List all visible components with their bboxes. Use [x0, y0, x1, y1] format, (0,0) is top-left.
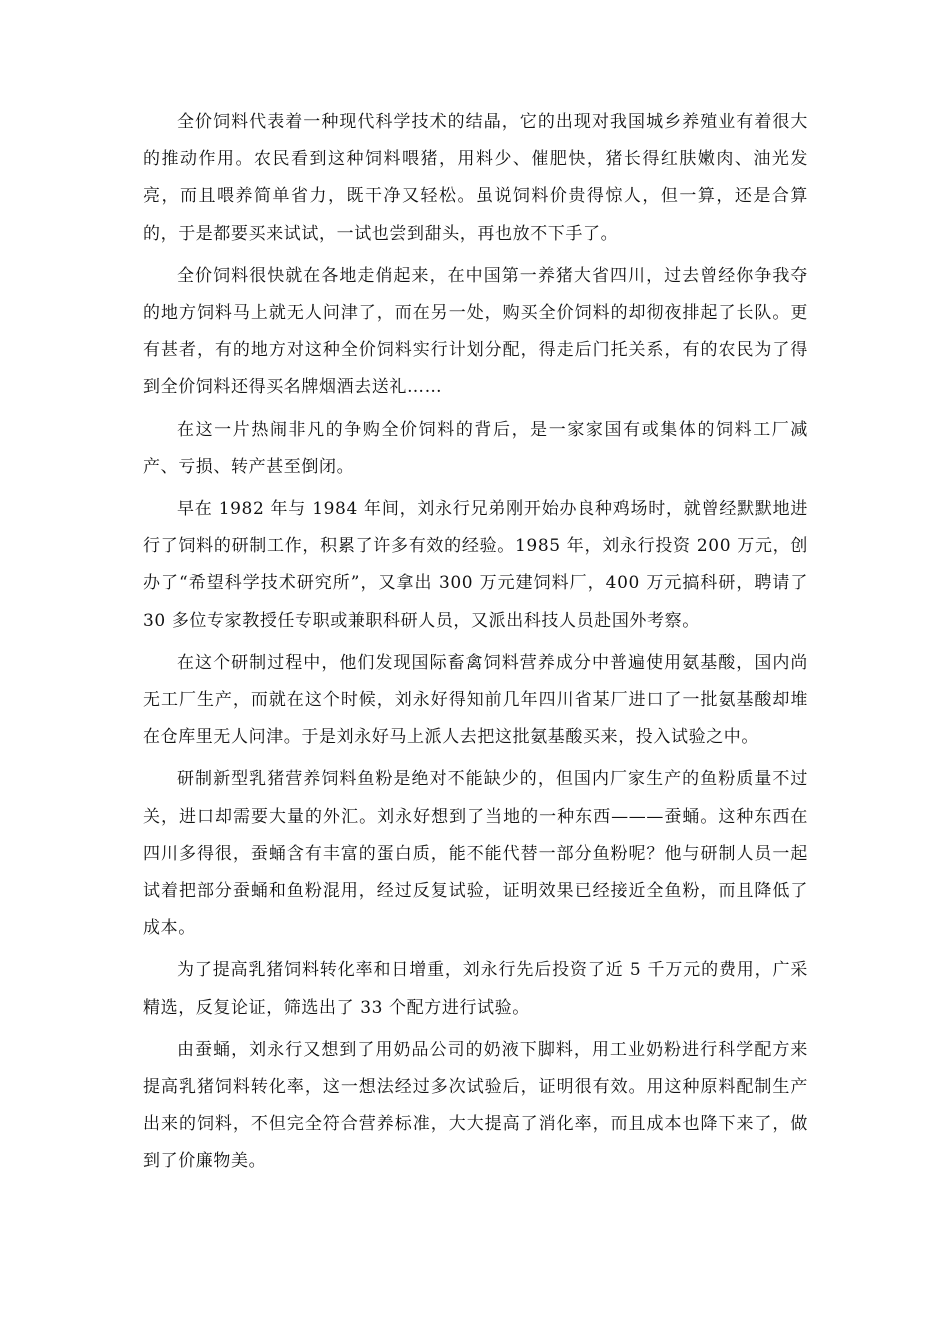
paragraph: 在这个研制过程中，他们发现国际畜禽饲料营养成分中普遍使用氨基酸，国内尚无工厂生产，而就在这个时候，刘永好得知前几年四川省某厂进口了一批氨基酸却堆在仓库里无人问津。于是刘永好马上派人去把这批氨基酸买来，投入试验之中。 — [143, 652, 808, 748]
paragraph: 研制新型乳猪营养饲料鱼粉是绝对不能缺少的，但国内厂家生产的鱼粉质量不过关，进口却需要大量的外汇。刘永好想到了当地的一种东西———蚕蛹。这种东西在四川多得很，蚕蛹含有丰富的蛋白质，能不能代替一部分鱼粉呢？他与研制人员一起试着把部分蚕蛹和鱼粉混用，经过反复试验，证明效果已经接近全鱼粉，而且降低了成本。 — [143, 769, 808, 939]
paragraph: 由蚕蛹，刘永行又想到了用奶品公司的奶液下脚料，用工业奶粉进行科学配方来提高乳猪饲料转化率，这一想法经过多次试验后，证明很有效。用这种原料配制生产出来的饲料，不但完全符合营养标准，大大提高了消化率，而且成本也降下来了，做到了价廉物美。 — [143, 1039, 808, 1172]
article-body — [143, 104, 808, 1186]
paragraph: 全价饲料代表着一种现代科学技术的结晶，它的出现对我国城乡养殖业有着很大的推动作用。农民看到这种饲料喂猪，用料少、催肥快，猪长得红肤嫩肉、油光发亮，而且喂养简单省力，既干净又轻松。虽说饲料价贵得惊人，但一算，还是合算的，于是都要买来试试，一试也尝到甜头，再也放不下手了。 — [143, 112, 808, 244]
paragraph: 为了提高乳猪饲料转化率和日增重，刘永行先后投资了近 5 千万元的费用，广采精选，反复论证，筛选出了 33 个配方进行试验。 — [143, 960, 808, 1018]
paragraph: 全价饲料很快就在各地走俏起来，在中国第一养猪大省四川，过去曾经你争我夺的地方饲料马上就无人问津了，而在另一处，购买全价饲料的却彻夜排起了长队。更有甚者，有的地方对这种全价饲料实行计划分配，得走后门托关系，有的农民为了得到全价饲料还得买名牌烟酒去送礼…… — [143, 265, 808, 398]
paragraph: 在这一片热闹非凡的争购全价饲料的背后，是一家家国有或集体的饲料工厂减产、亏损、转产甚至倒闭。 — [143, 419, 808, 477]
paragraph: 早在 1982 年与 1984 年间，刘永行兄弟刚开始办良种鸡场时，就曾经默默地进行了饲料的研制工作，积累了许多有效的经验。1985 年，刘永行投资 200 万元，创办了“希望科学技术研究所”，又拿出 300 万元建饲料厂，400 万元搞科研，聘请了 30 多位专家教授任专职或兼职科研人员，又派出科技人员赴国外考察。 — [143, 499, 808, 631]
